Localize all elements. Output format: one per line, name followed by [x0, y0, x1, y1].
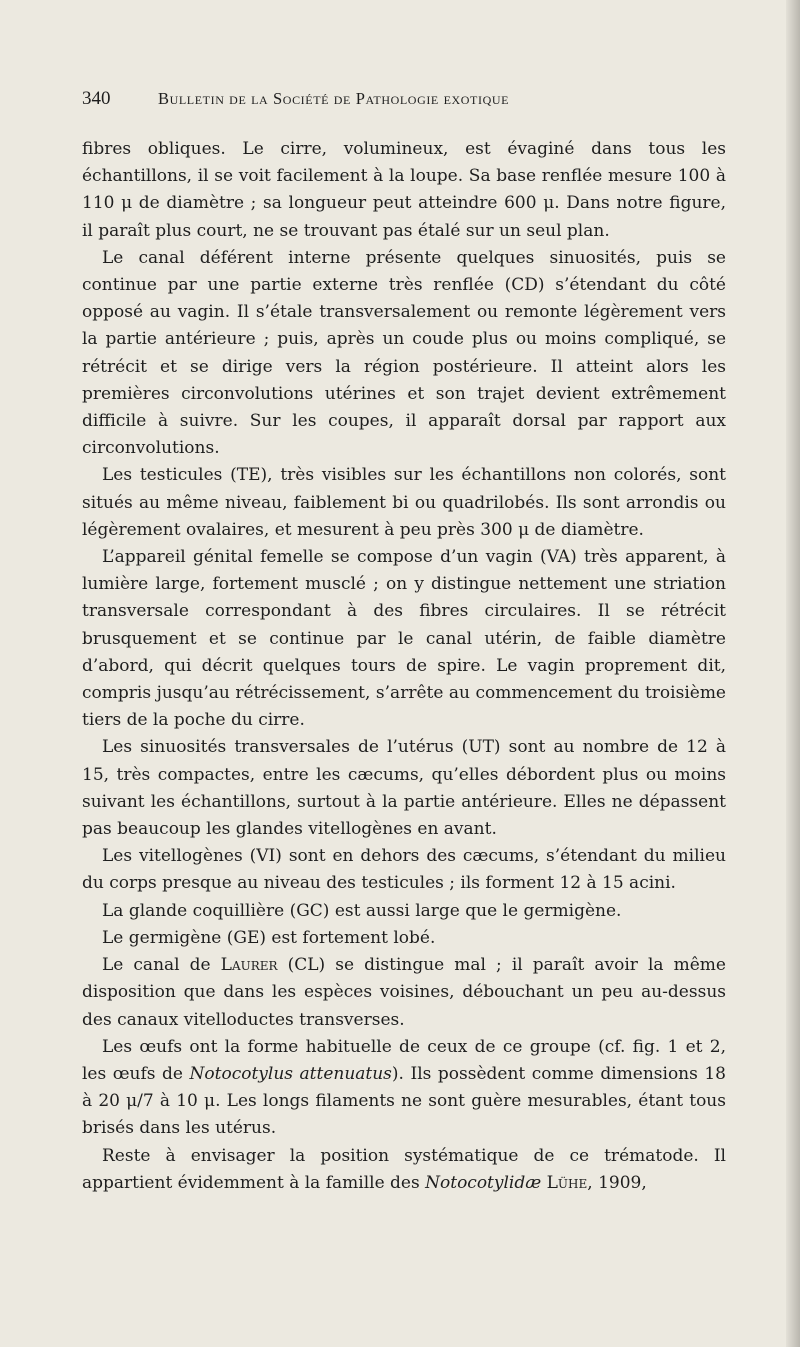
paragraph-germigene: Le germigène (GE) est fortement lobé.: [102, 927, 436, 948]
paragraph-female-genital-apparatus: L’appareil génital femelle se compose d’un vagin (VA) très apparent, à lumière large, fortement musclé ; on y distingue nettement une striation transversale correspondant à des fibres circulaires. Il se rétrécit brusquement et se continue par le canal utérin, de faible diamètre d’abord, qui décrit quelques tours de spire. Le vagin proprement dit, compris jusqu’au rétrécissement, s’arrête au commencement du troisième tiers de la poche du cirre.: [82, 547, 726, 731]
paragraph-eggs: [82, 1034, 726, 1143]
paragraph-systematic-position: [82, 1143, 726, 1197]
text-segment: , 1909,: [587, 1172, 647, 1193]
paragraph-laurer-canal: [82, 952, 726, 1034]
paragraph-cirrus: fibres obliques. Le cirre, volumineux, est évaginé dans tous les échantillons, il se voit facilement à la loupe. Sa base renflée mesure 100 à 110 μ de diamètre ; sa longueur peut atteindre 600 μ. Dans notre figure, il paraît plus court, ne se trouvant pas étalé sur un seul plan.: [82, 139, 726, 241]
text-segment: Les œufs ont la forme habituelle de ceux de ce groupe (cf. fig. 1 et 2, les œufs de: [82, 1036, 726, 1084]
paragraph-uterus: Les sinuosités transversales de l’utérus (UT) sont au nombre de 12 à 15, très compactes, entre les cæcums, qu’elles débordent plus ou moins suivant les échantillons, surtout à la partie antérieure. Elles ne dépassent pas beaucoup les glandes vitellogènes en avant.: [82, 737, 726, 840]
paragraph-vitellogenes: Les vitellogènes (VI) sont en dehors des cæcums, s’étendant du milieu du corps presque au niveau des testicules ; ils forment 12 à 15 acini.: [82, 846, 726, 894]
text-segment: Reste à envisager la position systématique de ce trématode. Il appartient évidemment à la famille des: [82, 1145, 726, 1193]
author-name: Laurer: [220, 955, 278, 976]
family-name: Notocotylidæ: [425, 1172, 542, 1193]
paragraph-vas-deferens: Le canal déférent interne présente quelques sinuosités, puis se continue par une partie externe très renflée (CD) s’étendant du côté opposé au vagin. Il s’étale transversalement ou remonte légèrement vers la partie antérieure ; puis, après un coude plus ou moins compliqué, se rétrécit et se dirige vers la région postérieure. Il atteint alors les premières circonvolutions utérines et son trajet devient extrêmement difficile à suivre. Sur les coupes, il apparaît dorsal par rapport aux circonvolutions.: [82, 247, 726, 459]
text-segment: (CL) se distingue mal ; il paraît avoir la même disposition que dans les espèces voisines, débouchant un peu au-dessus des canaux vitelloductes transverses.: [82, 955, 726, 1030]
text-segment: ). Ils possèdent comme dimensions 18 à 20 μ/7 à 10 μ. Les longs filaments ne sont guère mesurables, étant tous brisés dans les utérus.: [82, 1063, 726, 1139]
document-page: [82, 88, 726, 1197]
running-header: [82, 88, 726, 122]
author-name: Lühe: [546, 1172, 588, 1193]
page-edge-shadow: [786, 0, 800, 1347]
paragraph-testes: Les testicules (TE), très visibles sur les échantillons non colorés, sont situés au même niveau, faiblement bi ou quadrilobés. Ils sont arrondis ou légèrement ovalaires, et mesurent à peu près 300 μ de diamètre.: [82, 465, 726, 540]
text-segment: Le canal de: [102, 955, 221, 976]
journal-title: Bulletin de la Société de Pathologie exotique: [158, 89, 510, 108]
species-name: Notocotylus attenuatus: [189, 1063, 392, 1084]
paragraph-shell-gland: La glande coquillière (GC) est aussi large que le germigène.: [102, 900, 622, 921]
page-number: 340: [82, 88, 111, 109]
body-text: [82, 136, 726, 1197]
